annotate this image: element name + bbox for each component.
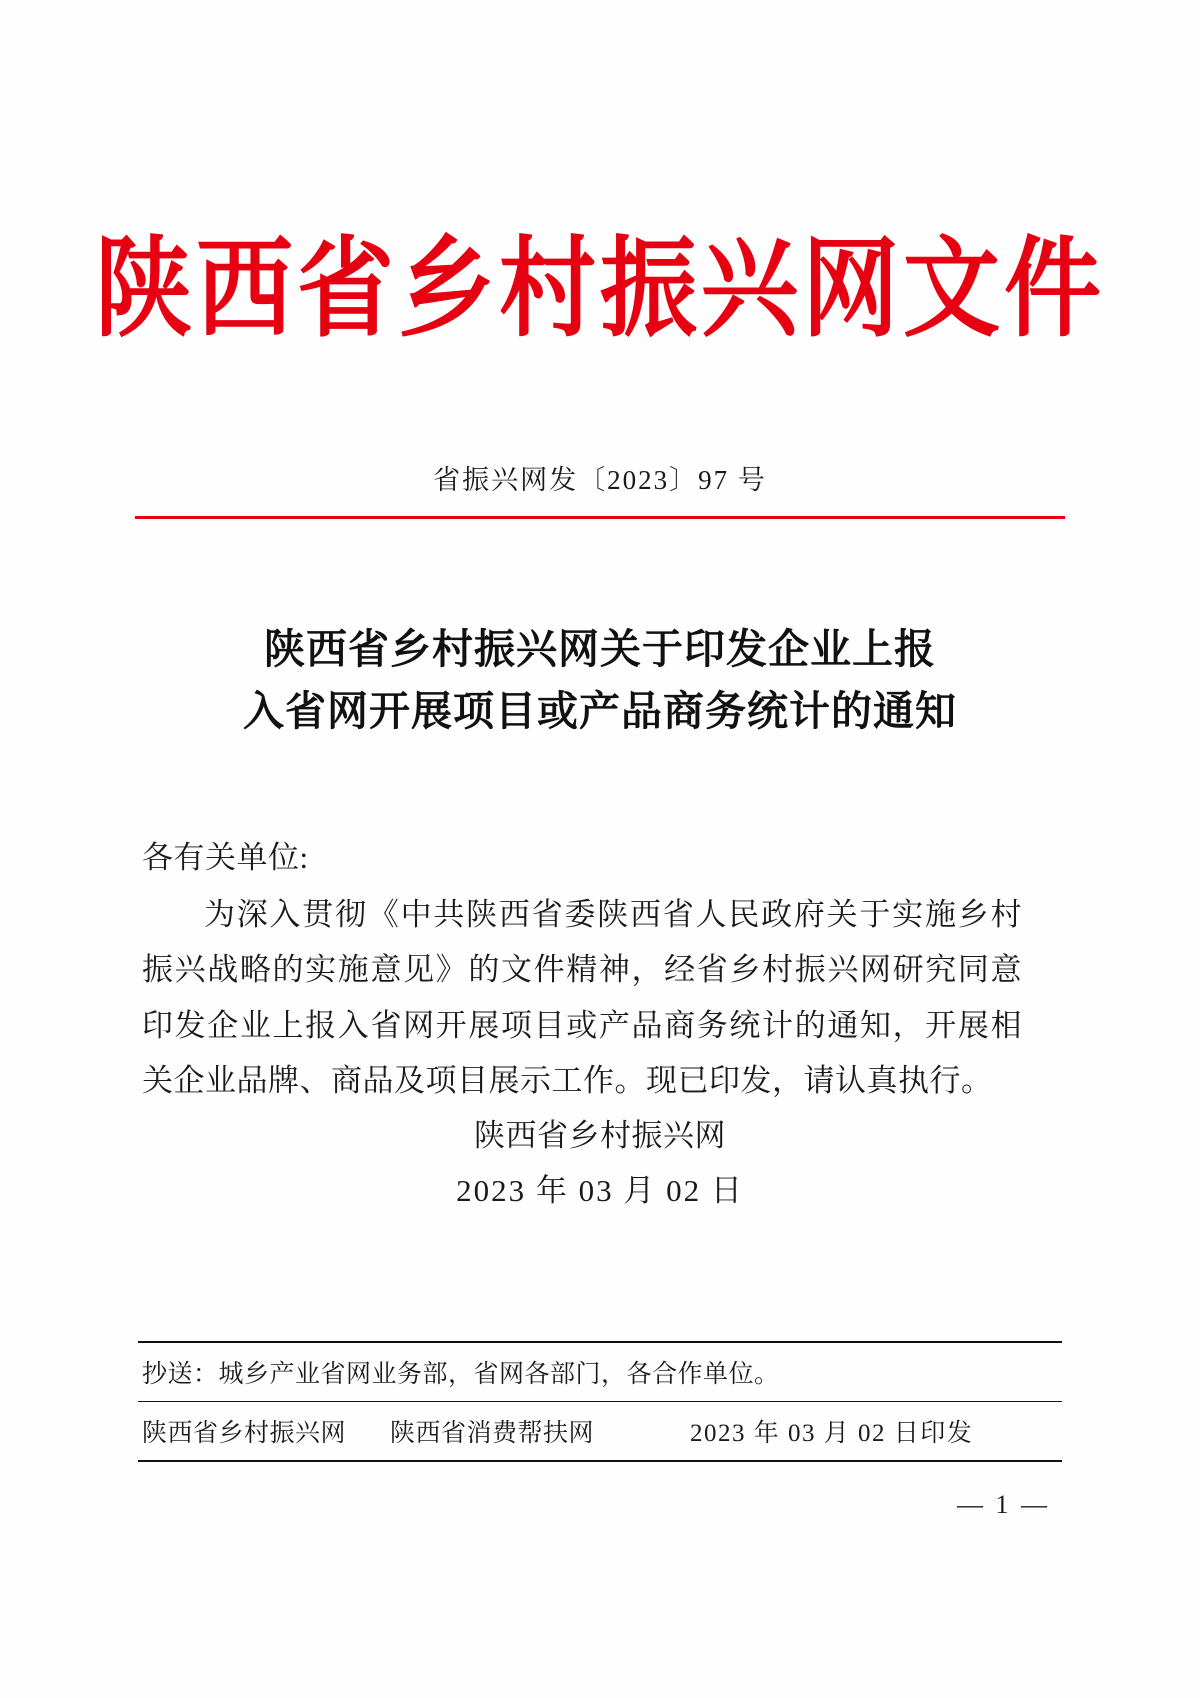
document-footer bbox=[138, 1341, 1062, 1463]
red-header-title: 陕西省乡村振兴网文件 bbox=[95, 229, 1105, 350]
footer-issuer-primary: 陕西省乡村振兴网 bbox=[142, 1420, 347, 1447]
footer-issuer-secondary: 陕西省消费帮扶网 bbox=[390, 1420, 595, 1447]
signature-block bbox=[0, 1108, 1200, 1218]
signature-date: 2023 年 03 月 02 日 bbox=[456, 1173, 744, 1209]
footer-issuer-line bbox=[138, 1402, 1062, 1460]
page-title-line-1: 陕西省乡村振兴网关于印发企业上报 bbox=[264, 626, 936, 672]
document-body bbox=[142, 830, 1022, 1108]
page-title bbox=[120, 618, 1080, 743]
footer-cc-line: 抄送：城乡产业省网业务部，省网各部门，各合作单位。 bbox=[142, 1360, 780, 1388]
document-number: 省振兴网发〔2023〕97 号 bbox=[433, 465, 767, 495]
red-divider-rule bbox=[135, 516, 1065, 519]
signature-organization: 陕西省乡村振兴网 bbox=[474, 1118, 726, 1153]
body-paragraph: 为深入贯彻《中共陕西省委陕西省人民政府关于实施乡村振兴战略的实施意见》的文件精神，经省乡村振兴网研究同意印发企业上报入省网开展项目或产品商务统计的通知，开展相关企业品牌、商品及项目展示工作。现已印发，请认真执行。 bbox=[142, 897, 1022, 1098]
footer-bottom-rule bbox=[138, 1460, 1062, 1462]
salutation: 各有关单位: bbox=[142, 840, 309, 875]
page-number: — 1 — bbox=[957, 1490, 1050, 1519]
page-title-line-2: 入省网开展项目或产品商务统计的通知 bbox=[243, 688, 957, 735]
footer-issue-date: 2023 年 03 月 02 日印发 bbox=[690, 1420, 974, 1447]
red-header bbox=[0, 229, 1200, 350]
